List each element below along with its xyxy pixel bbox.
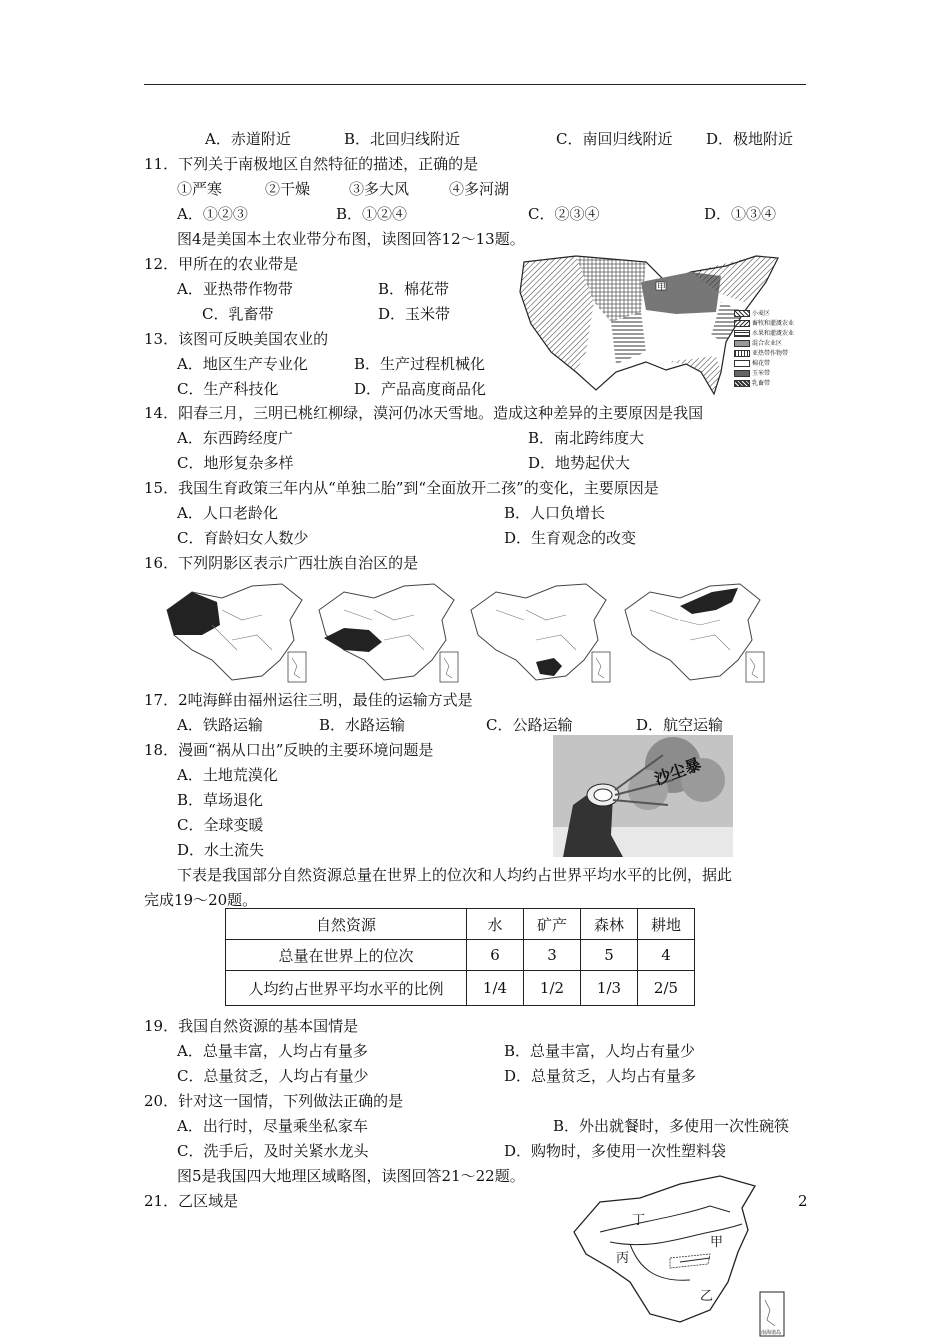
q18-option-b: B．草场退化 [177,791,264,809]
q17-option-b: B．水路运输 [319,716,406,734]
q13-option-c: C．生产科技化 [177,380,279,398]
table-cell: 4 [638,940,695,971]
us-map-label-jia: 甲 [657,283,667,293]
q20-option-a: A．出行时，尽量乘坐私家车 [177,1117,368,1135]
page-number: 2 [798,1192,808,1210]
legend-item: 畜牧和灌溉农业 [734,318,794,327]
q12-option-a: A．亚热带作物带 [177,280,293,298]
q11-option-c: C．②③④ [528,205,600,223]
q19-stem: 19．我国自然资源的基本国情是 [144,1017,359,1035]
china-regions-map [570,1172,788,1340]
legend-item: 棉花带 [734,358,770,367]
q17-option-d: D．航空运输 [636,716,724,734]
q14-option-a: A．东西跨经度广 [177,429,293,447]
q15-option-b: B．人口负增长 [504,504,606,522]
q20-option-c: C．洗手后，及时关紧水龙头 [177,1142,369,1160]
legend-item: 乳畜带 [734,378,770,387]
q10-option-b: B．北回归线附近 [344,130,461,148]
q10-option-a: A．赤道附近 [205,130,291,148]
q16-stem: 16．下列阴影区表示广西壮族自治区的是 [144,554,419,572]
q20-stem: 20．针对这一国情，下列做法正确的是 [144,1092,404,1110]
q12-option-d: D．玉米带 [378,305,451,323]
q18-stem: 18．漫画“祸从口出”反映的主要环境问题是 [144,741,434,759]
q12-option-c: C．乳畜带 [202,305,274,323]
region-label-yi: 乙 [700,1289,714,1304]
us-map-legend [734,308,814,398]
table-header-cell: 水 [467,909,524,940]
q19-option-c: C．总量贫乏，人均占有量少 [177,1067,369,1085]
q12-option-b: B．棉花带 [378,280,450,298]
q18-option-c: C．全球变暖 [177,816,264,834]
legend-item: 混合农业区 [734,338,782,347]
table-header-row [226,909,695,940]
q13-stem: 13．该图可反映美国农业的 [144,330,329,348]
table-cell: 1/3 [581,971,638,1006]
table-intro-line2: 完成19～20题。 [144,891,258,909]
table-cell: 6 [467,940,524,971]
table-header-cell: 矿产 [524,909,581,940]
table-cell: 总量在世界上的位次 [226,940,467,971]
table-header-cell: 森林 [581,909,638,940]
q15-option-a: A．人口老龄化 [177,504,278,522]
q18-option-d: D．水土流失 [177,841,265,859]
region-label-ding: 丁 [632,1213,646,1228]
q11-item-2: ②干燥 [265,180,311,198]
q15-option-d: D．生育观念的改变 [504,529,637,547]
us-agriculture-map [516,252,814,398]
china-outline [574,1176,755,1322]
table-row [226,940,695,971]
china-map-option-3 [466,580,616,688]
cartoon-caption: 沙尘暴 [651,754,704,789]
q19-option-a: A．总量丰富，人均占有量多 [177,1042,368,1060]
legend-item: 水果和灌溉农业 [734,328,794,337]
q17-option-a: A．铁路运输 [177,716,263,734]
q13-option-b: B．生产过程机械化 [354,355,486,373]
table-cell: 1/2 [524,971,581,1006]
q20-option-b: B．外出就餐时，多使用一次性碗筷 [553,1117,790,1135]
q11-stem: 11．下列关于南极地区自然特征的描述，正确的是 [144,155,479,173]
q21-stem: 21．乙区域是 [144,1192,239,1210]
q15-stem: 15．我国生育政策三年内从“单独二胎”到“全面放开二孩”的变化，主要原因是 [144,479,659,497]
header-rule [144,84,806,85]
inset-caption: 南海诸岛 [761,1330,782,1336]
q14-option-c: C．地形复杂多样 [177,454,294,472]
q11-item-1: ①严寒 [177,180,223,198]
q10-option-c: C．南回归线附近 [556,130,673,148]
legend-item: 亚热带作物带 [734,348,788,357]
q19-option-d: D．总量贫乏，人均占有量多 [504,1067,697,1085]
q12-stem: 12．甲所在的农业带是 [144,255,299,273]
q14-stem: 14．阳春三月，三明已桃红柳绿，漠河仍冰天雪地。造成这种差异的主要原因是我国 [144,404,704,422]
region-label-jia: 甲 [710,1235,724,1250]
table-cell: 1/4 [467,971,524,1006]
table-row [226,971,695,1006]
q14-option-b: B．南北跨纬度大 [528,429,645,447]
china-map-option-1 [162,580,312,688]
q11-option-b: B．①②④ [336,205,408,223]
q11-option-a: A．①②③ [177,205,248,223]
china-map-option-2 [314,580,464,688]
table-header-cell: 耕地 [638,909,695,940]
fig4-intro: 图4是美国本土农业带分布图，读图回答12～13题。 [177,230,525,248]
q20-option-d: D．购物时，多使用一次性塑料袋 [504,1142,727,1160]
q13-option-a: A．地区生产专业化 [177,355,308,373]
q17-option-c: C．公路运输 [486,716,573,734]
table-cell: 5 [581,940,638,971]
q11-item-4: ④多河湖 [449,180,510,198]
q14-option-d: D．地势起伏大 [528,454,631,472]
q18-option-a: A．土地荒漠化 [177,766,278,784]
table-intro-line1: 下表是我国部分自然资源总量在世界上的位次和人均约占世界平均水平的比例，据此 [177,866,733,884]
fig5-intro: 图5是我国四大地理区域略图，读图回答21～22题。 [177,1167,525,1185]
legend-item: 玉米带 [734,368,770,377]
q10-option-d: D．极地附近 [706,130,794,148]
q11-item-3: ③多大风 [349,180,410,198]
china-map-option-4 [620,580,770,688]
table-cell: 3 [524,940,581,971]
resource-table [225,908,695,1006]
q17-stem: 17．2吨海鲜由福州运往三明，最佳的运输方式是 [144,691,473,709]
table-cell: 人均约占世界平均水平的比例 [226,971,467,1006]
belt-subtropical [666,356,721,394]
table-header-cell: 自然资源 [226,909,467,940]
table-cell: 2/5 [638,971,695,1006]
region-label-bing: 丙 [616,1251,630,1266]
q15-option-c: C．育龄妇女人数少 [177,529,309,547]
sandstorm-cartoon [553,735,733,857]
q19-option-b: B．总量丰富，人均占有量少 [504,1042,696,1060]
q11-option-d: D．①③④ [704,205,777,223]
legend-item: 小麦区 [734,308,770,317]
q13-option-d: D．产品高度商品化 [354,380,487,398]
